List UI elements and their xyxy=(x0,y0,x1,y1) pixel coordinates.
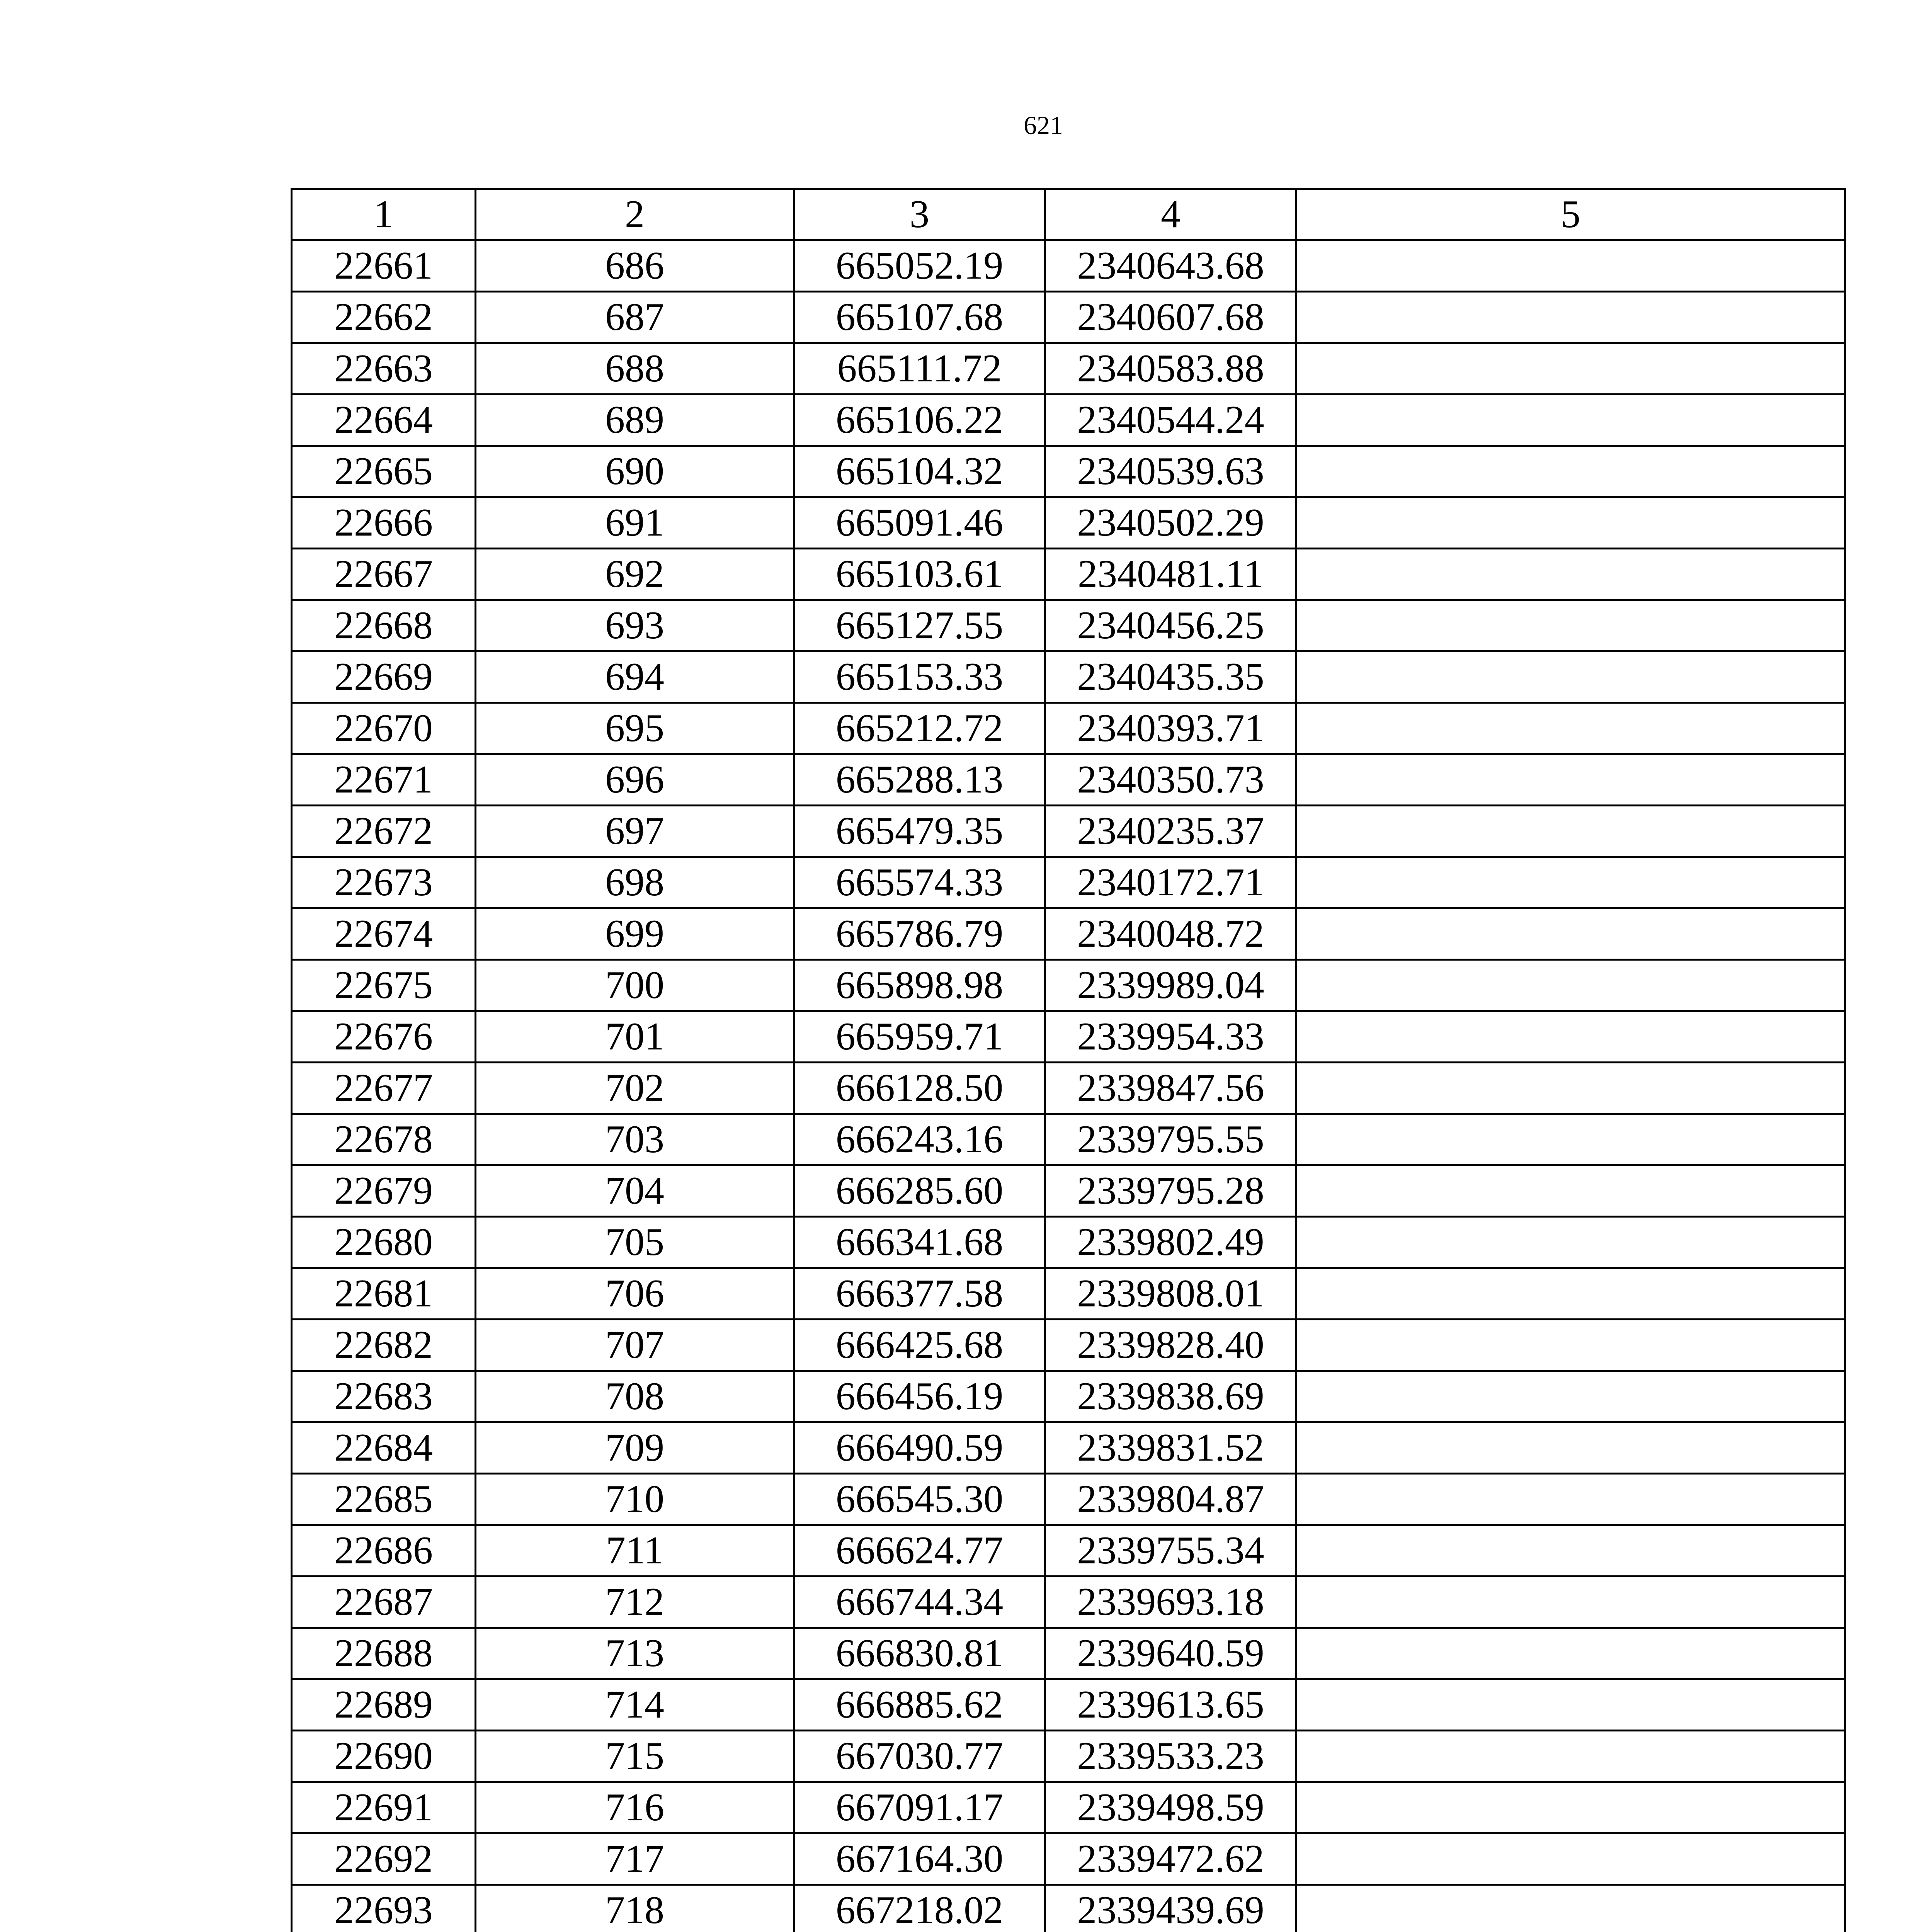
table-body xyxy=(292,189,1845,1932)
point-id-cell: 22676 xyxy=(292,1011,476,1063)
coord-x-cell: 665104.32 xyxy=(794,446,1045,497)
point-id-cell: 22661 xyxy=(292,240,476,292)
note-cell xyxy=(1296,497,1845,549)
coord-x-cell: 666341.68 xyxy=(794,1217,1045,1268)
coord-x-cell: 666128.50 xyxy=(794,1063,1045,1114)
point-id-cell: 22669 xyxy=(292,651,476,703)
table-row xyxy=(292,1782,1845,1833)
point-id-cell: 22690 xyxy=(292,1731,476,1782)
coord-x-cell: 666456.19 xyxy=(794,1371,1045,1422)
point-id-cell: 22692 xyxy=(292,1833,476,1885)
point-number-cell: 697 xyxy=(476,806,794,857)
point-id-cell: 22689 xyxy=(292,1679,476,1731)
coord-y-cell: 2340544.24 xyxy=(1045,395,1296,446)
coord-y-cell: 2339802.49 xyxy=(1045,1217,1296,1268)
point-number-cell: 693 xyxy=(476,600,794,651)
note-cell xyxy=(1296,1011,1845,1063)
coord-y-cell: 2340235.37 xyxy=(1045,806,1296,857)
point-id-cell: 22684 xyxy=(292,1422,476,1474)
note-cell xyxy=(1296,1320,1845,1371)
table-row xyxy=(292,1165,1845,1217)
coord-x-cell: 666545.30 xyxy=(794,1474,1045,1525)
coord-y-cell: 2340350.73 xyxy=(1045,754,1296,806)
note-cell xyxy=(1296,703,1845,754)
header-cell-1: 1 xyxy=(292,189,476,240)
note-cell xyxy=(1296,1474,1845,1525)
coord-y-cell: 2340643.68 xyxy=(1045,240,1296,292)
note-cell xyxy=(1296,1114,1845,1165)
point-id-cell: 22668 xyxy=(292,600,476,651)
note-cell xyxy=(1296,240,1845,292)
note-cell xyxy=(1296,395,1845,446)
point-number-cell: 707 xyxy=(476,1320,794,1371)
coord-y-cell: 2340456.25 xyxy=(1045,600,1296,651)
coord-x-cell: 666490.59 xyxy=(794,1422,1045,1474)
point-number-cell: 689 xyxy=(476,395,794,446)
table-row xyxy=(292,1320,1845,1371)
point-id-cell: 22671 xyxy=(292,754,476,806)
point-id-cell: 22666 xyxy=(292,497,476,549)
coord-x-cell: 665103.61 xyxy=(794,549,1045,600)
coord-x-cell: 666377.58 xyxy=(794,1268,1045,1320)
table-row xyxy=(292,1011,1845,1063)
note-cell xyxy=(1296,857,1845,908)
coord-x-cell: 667091.17 xyxy=(794,1782,1045,1833)
point-id-cell: 22679 xyxy=(292,1165,476,1217)
table-row xyxy=(292,395,1845,446)
table-row xyxy=(292,908,1845,960)
coord-x-cell: 665111.72 xyxy=(794,343,1045,395)
coord-y-cell: 2340607.68 xyxy=(1045,292,1296,343)
note-cell xyxy=(1296,600,1845,651)
coord-x-cell: 666243.16 xyxy=(794,1114,1045,1165)
coord-x-cell: 665153.33 xyxy=(794,651,1045,703)
table-row xyxy=(292,497,1845,549)
coord-y-cell: 2339795.28 xyxy=(1045,1165,1296,1217)
point-number-cell: 700 xyxy=(476,960,794,1011)
table-row xyxy=(292,1063,1845,1114)
coord-y-cell: 2340172.71 xyxy=(1045,857,1296,908)
point-number-cell: 704 xyxy=(476,1165,794,1217)
note-cell xyxy=(1296,1577,1845,1628)
coord-y-cell: 2340539.63 xyxy=(1045,446,1296,497)
coord-y-cell: 2339831.52 xyxy=(1045,1422,1296,1474)
coord-y-cell: 2339795.55 xyxy=(1045,1114,1296,1165)
coord-x-cell: 665479.35 xyxy=(794,806,1045,857)
table-row xyxy=(292,651,1845,703)
point-id-cell: 22662 xyxy=(292,292,476,343)
note-cell xyxy=(1296,549,1845,600)
point-id-cell: 22686 xyxy=(292,1525,476,1577)
point-id-cell: 22687 xyxy=(292,1577,476,1628)
coord-y-cell: 2340048.72 xyxy=(1045,908,1296,960)
point-number-cell: 686 xyxy=(476,240,794,292)
table-row xyxy=(292,1885,1845,1932)
table-row xyxy=(292,1679,1845,1731)
header-cell-5: 5 xyxy=(1296,189,1845,240)
coord-x-cell: 665574.33 xyxy=(794,857,1045,908)
coord-x-cell: 665107.68 xyxy=(794,292,1045,343)
point-id-cell: 22688 xyxy=(292,1628,476,1679)
point-id-cell: 22685 xyxy=(292,1474,476,1525)
note-cell xyxy=(1296,1885,1845,1932)
coord-x-cell: 665786.79 xyxy=(794,908,1045,960)
table-row xyxy=(292,600,1845,651)
coord-x-cell: 665898.98 xyxy=(794,960,1045,1011)
table-row xyxy=(292,343,1845,395)
point-id-cell: 22691 xyxy=(292,1782,476,1833)
point-number-cell: 710 xyxy=(476,1474,794,1525)
table-row xyxy=(292,240,1845,292)
coordinate-table xyxy=(291,188,1846,1932)
coord-y-cell: 2339989.04 xyxy=(1045,960,1296,1011)
note-cell xyxy=(1296,1679,1845,1731)
point-number-cell: 712 xyxy=(476,1577,794,1628)
coord-x-cell: 666744.34 xyxy=(794,1577,1045,1628)
table-row xyxy=(292,960,1845,1011)
coord-y-cell: 2340583.88 xyxy=(1045,343,1296,395)
point-number-cell: 705 xyxy=(476,1217,794,1268)
table-row xyxy=(292,754,1845,806)
point-number-cell: 692 xyxy=(476,549,794,600)
point-id-cell: 22681 xyxy=(292,1268,476,1320)
point-number-cell: 713 xyxy=(476,1628,794,1679)
table-row xyxy=(292,1731,1845,1782)
table-row xyxy=(292,1525,1845,1577)
coord-x-cell: 665127.55 xyxy=(794,600,1045,651)
coord-x-cell: 667164.30 xyxy=(794,1833,1045,1885)
coord-y-cell: 2339755.34 xyxy=(1045,1525,1296,1577)
table-row xyxy=(292,1628,1845,1679)
point-id-cell: 22675 xyxy=(292,960,476,1011)
coord-x-cell: 665091.46 xyxy=(794,497,1045,549)
point-number-cell: 701 xyxy=(476,1011,794,1063)
point-id-cell: 22670 xyxy=(292,703,476,754)
table-row xyxy=(292,703,1845,754)
point-id-cell: 22683 xyxy=(292,1371,476,1422)
point-number-cell: 716 xyxy=(476,1782,794,1833)
header-cell-3: 3 xyxy=(794,189,1045,240)
point-number-cell: 695 xyxy=(476,703,794,754)
coord-y-cell: 2339640.59 xyxy=(1045,1628,1296,1679)
coord-y-cell: 2339828.40 xyxy=(1045,1320,1296,1371)
point-number-cell: 709 xyxy=(476,1422,794,1474)
coord-y-cell: 2339804.87 xyxy=(1045,1474,1296,1525)
point-id-cell: 22677 xyxy=(292,1063,476,1114)
point-id-cell: 22673 xyxy=(292,857,476,908)
coord-y-cell: 2339533.23 xyxy=(1045,1731,1296,1782)
point-number-cell: 711 xyxy=(476,1525,794,1577)
note-cell xyxy=(1296,1525,1845,1577)
table-row xyxy=(292,857,1845,908)
point-id-cell: 22674 xyxy=(292,908,476,960)
point-number-cell: 703 xyxy=(476,1114,794,1165)
point-number-cell: 696 xyxy=(476,754,794,806)
point-id-cell: 22693 xyxy=(292,1885,476,1932)
point-number-cell: 699 xyxy=(476,908,794,960)
header-cell-2: 2 xyxy=(476,189,794,240)
point-number-cell: 714 xyxy=(476,1679,794,1731)
table-row xyxy=(292,1217,1845,1268)
point-number-cell: 715 xyxy=(476,1731,794,1782)
note-cell xyxy=(1296,806,1845,857)
note-cell xyxy=(1296,960,1845,1011)
point-number-cell: 702 xyxy=(476,1063,794,1114)
note-cell xyxy=(1296,908,1845,960)
point-number-cell: 688 xyxy=(476,343,794,395)
coord-y-cell: 2339439.69 xyxy=(1045,1885,1296,1932)
note-cell xyxy=(1296,754,1845,806)
coord-x-cell: 666885.62 xyxy=(794,1679,1045,1731)
coord-x-cell: 665212.72 xyxy=(794,703,1045,754)
note-cell xyxy=(1296,1268,1845,1320)
point-id-cell: 22672 xyxy=(292,806,476,857)
point-id-cell: 22682 xyxy=(292,1320,476,1371)
note-cell xyxy=(1296,446,1845,497)
point-id-cell: 22664 xyxy=(292,395,476,446)
note-cell xyxy=(1296,292,1845,343)
point-number-cell: 690 xyxy=(476,446,794,497)
point-number-cell: 694 xyxy=(476,651,794,703)
coord-y-cell: 2339693.18 xyxy=(1045,1577,1296,1628)
page-number: 621 xyxy=(1024,111,1063,140)
coord-y-cell: 2340481.11 xyxy=(1045,549,1296,600)
coord-x-cell: 665959.71 xyxy=(794,1011,1045,1063)
coord-y-cell: 2340502.29 xyxy=(1045,497,1296,549)
table-row xyxy=(292,446,1845,497)
coord-x-cell: 666425.68 xyxy=(794,1320,1045,1371)
table-row xyxy=(292,1577,1845,1628)
note-cell xyxy=(1296,1063,1845,1114)
coord-y-cell: 2339808.01 xyxy=(1045,1268,1296,1320)
note-cell xyxy=(1296,1833,1845,1885)
coord-y-cell: 2339838.69 xyxy=(1045,1371,1296,1422)
point-id-cell: 22680 xyxy=(292,1217,476,1268)
coord-x-cell: 666830.81 xyxy=(794,1628,1045,1679)
coord-y-cell: 2339472.62 xyxy=(1045,1833,1296,1885)
note-cell xyxy=(1296,1422,1845,1474)
note-cell xyxy=(1296,1731,1845,1782)
table-row xyxy=(292,1422,1845,1474)
coord-x-cell: 665052.19 xyxy=(794,240,1045,292)
note-cell xyxy=(1296,1371,1845,1422)
table-row xyxy=(292,1474,1845,1525)
note-cell xyxy=(1296,343,1845,395)
table-row xyxy=(292,549,1845,600)
note-cell xyxy=(1296,1165,1845,1217)
point-id-cell: 22663 xyxy=(292,343,476,395)
coord-x-cell: 665288.13 xyxy=(794,754,1045,806)
note-cell xyxy=(1296,1217,1845,1268)
point-number-cell: 698 xyxy=(476,857,794,908)
coord-y-cell: 2340393.71 xyxy=(1045,703,1296,754)
point-number-cell: 708 xyxy=(476,1371,794,1422)
table-row xyxy=(292,292,1845,343)
table-row xyxy=(292,1268,1845,1320)
coord-x-cell: 667030.77 xyxy=(794,1731,1045,1782)
coord-x-cell: 667218.02 xyxy=(794,1885,1045,1932)
point-id-cell: 22665 xyxy=(292,446,476,497)
note-cell xyxy=(1296,1628,1845,1679)
point-number-cell: 718 xyxy=(476,1885,794,1932)
table-row xyxy=(292,806,1845,857)
coord-x-cell: 666624.77 xyxy=(794,1525,1045,1577)
coord-y-cell: 2339847.56 xyxy=(1045,1063,1296,1114)
point-number-cell: 691 xyxy=(476,497,794,549)
coord-y-cell: 2340435.35 xyxy=(1045,651,1296,703)
point-number-cell: 687 xyxy=(476,292,794,343)
point-number-cell: 706 xyxy=(476,1268,794,1320)
table-row xyxy=(292,1833,1845,1885)
coord-y-cell: 2339613.65 xyxy=(1045,1679,1296,1731)
point-id-cell: 22678 xyxy=(292,1114,476,1165)
point-id-cell: 22667 xyxy=(292,549,476,600)
note-cell xyxy=(1296,651,1845,703)
coord-y-cell: 2339954.33 xyxy=(1045,1011,1296,1063)
table-row xyxy=(292,1114,1845,1165)
header-row xyxy=(292,189,1845,240)
header-cell-4: 4 xyxy=(1045,189,1296,240)
table-row xyxy=(292,1371,1845,1422)
coord-x-cell: 666285.60 xyxy=(794,1165,1045,1217)
coord-y-cell: 2339498.59 xyxy=(1045,1782,1296,1833)
point-number-cell: 717 xyxy=(476,1833,794,1885)
note-cell xyxy=(1296,1782,1845,1833)
coord-x-cell: 665106.22 xyxy=(794,395,1045,446)
